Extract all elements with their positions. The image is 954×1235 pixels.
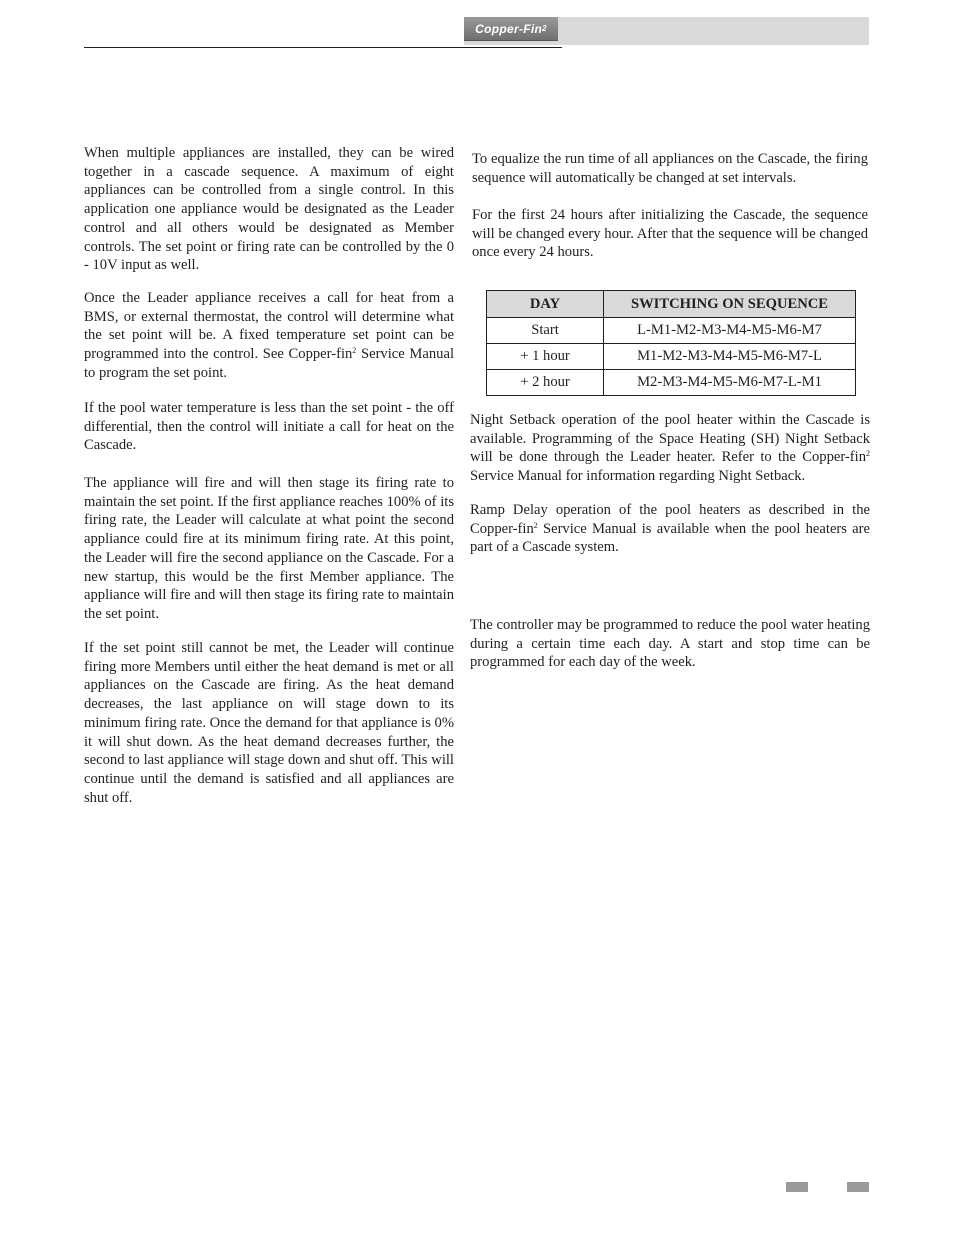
- header-rule: [84, 47, 562, 48]
- paragraph-cascade-intro: When multiple appliances are installed, they can be wired together in a cascade sequence. A maximum of eight appliances can be controlled from a single control. In this application one appliance would be designated as the Leader control and all others would be designated as Member controls. The set point or firing rate can be controlled by the 0 - 10V input as well.: [84, 145, 454, 274]
- table-row: [487, 370, 856, 396]
- table-header: DAY: [487, 291, 604, 318]
- paragraph-night-setback: Night Setback operation of the pool heater within the Cascade is available. Programming of the Space Heating (SH) Night Setback will be done through the Leader heater. Refer to the Copper-fin$^2$ Service Manual for information regarding Night Setback.: [470, 412, 870, 485]
- paragraph-staging: The appliance will fire and will then stage its firing rate to maintain the set point. If the first appliance reaches 100% of its firing rate, the Leader will calculate at what point the second appliance could fire at its minimum firing rate. At this point, the Leader will fire the second appliance on the Cascade. For a new startup, this would be the first Member appliance. The appliance will fire and will then stage its firing rate to maintain the set point.: [84, 475, 454, 622]
- footer-marker-left: [786, 1182, 808, 1192]
- paragraph-first-24-hours: For the first 24 hours after initializing the Cascade, the sequence will be changed every hour. After that the sequence will be changed once every 24 hours.: [472, 207, 868, 261]
- footer-marker-right: [847, 1182, 869, 1192]
- paragraph-ramp-delay: Ramp Delay operation of the pool heaters as described in the Copper-fin$^2$ Service Manual is available when the pool heaters are part of a Cascade system.: [470, 502, 870, 556]
- table-row: [487, 344, 856, 370]
- paragraph-pool-temp: If the pool water temperature is less than the set point - the off differential, then the control will initiate a call for heat on the Cascade.: [84, 400, 454, 454]
- table-row: [487, 318, 856, 344]
- table-cell: M1-M2-M3-M4-M5-M6-M7-L: [604, 344, 856, 370]
- table-cell: + 2 hour: [487, 370, 604, 396]
- table-cell: L-M1-M2-M3-M4-M5-M6-M7: [604, 318, 856, 344]
- paragraph-night-heating: The controller may be programmed to reduce the pool water heating during a certain time each day. A start and stop time can be programmed for each day of the week.: [470, 617, 870, 671]
- paragraph-leader-call: Once the Leader appliance receives a call for heat from a BMS, or external thermostat, the control will determine what the set point will be. A fixed temperature set point can be programmed into the control. See Copper-fin$^2$ Service Manual to program the set point.: [84, 290, 454, 381]
- copper-fin-logo: Copper-Fin 2: [464, 17, 558, 41]
- table-header-row: [487, 291, 856, 318]
- table-cell: M2-M3-M4-M5-M6-M7-L-M1: [604, 370, 856, 396]
- switching-sequence-table: [486, 290, 856, 396]
- paragraph-demand: If the set point still cannot be met, the Leader will continue firing more Members until either the heat demand is met or all appliances on the Cascade are firing. As the heat demand decreases, the last appliance on will stage down to its minimum firing rate. Once the demand for that appliance is 0% it will shut down. As the heat demand decreases further, the second to last appliance will stage down and shut off. This will continue until the demand is satisfied and all appliances are shut off.: [84, 640, 454, 806]
- paragraph-equalize: To equalize the run time of all appliances on the Cascade, the firing sequence will automatically be changed at set intervals.: [472, 151, 868, 186]
- table-cell: Start: [487, 318, 604, 344]
- table-header: SWITCHING ON SEQUENCE: [604, 291, 856, 318]
- table-cell: + 1 hour: [487, 344, 604, 370]
